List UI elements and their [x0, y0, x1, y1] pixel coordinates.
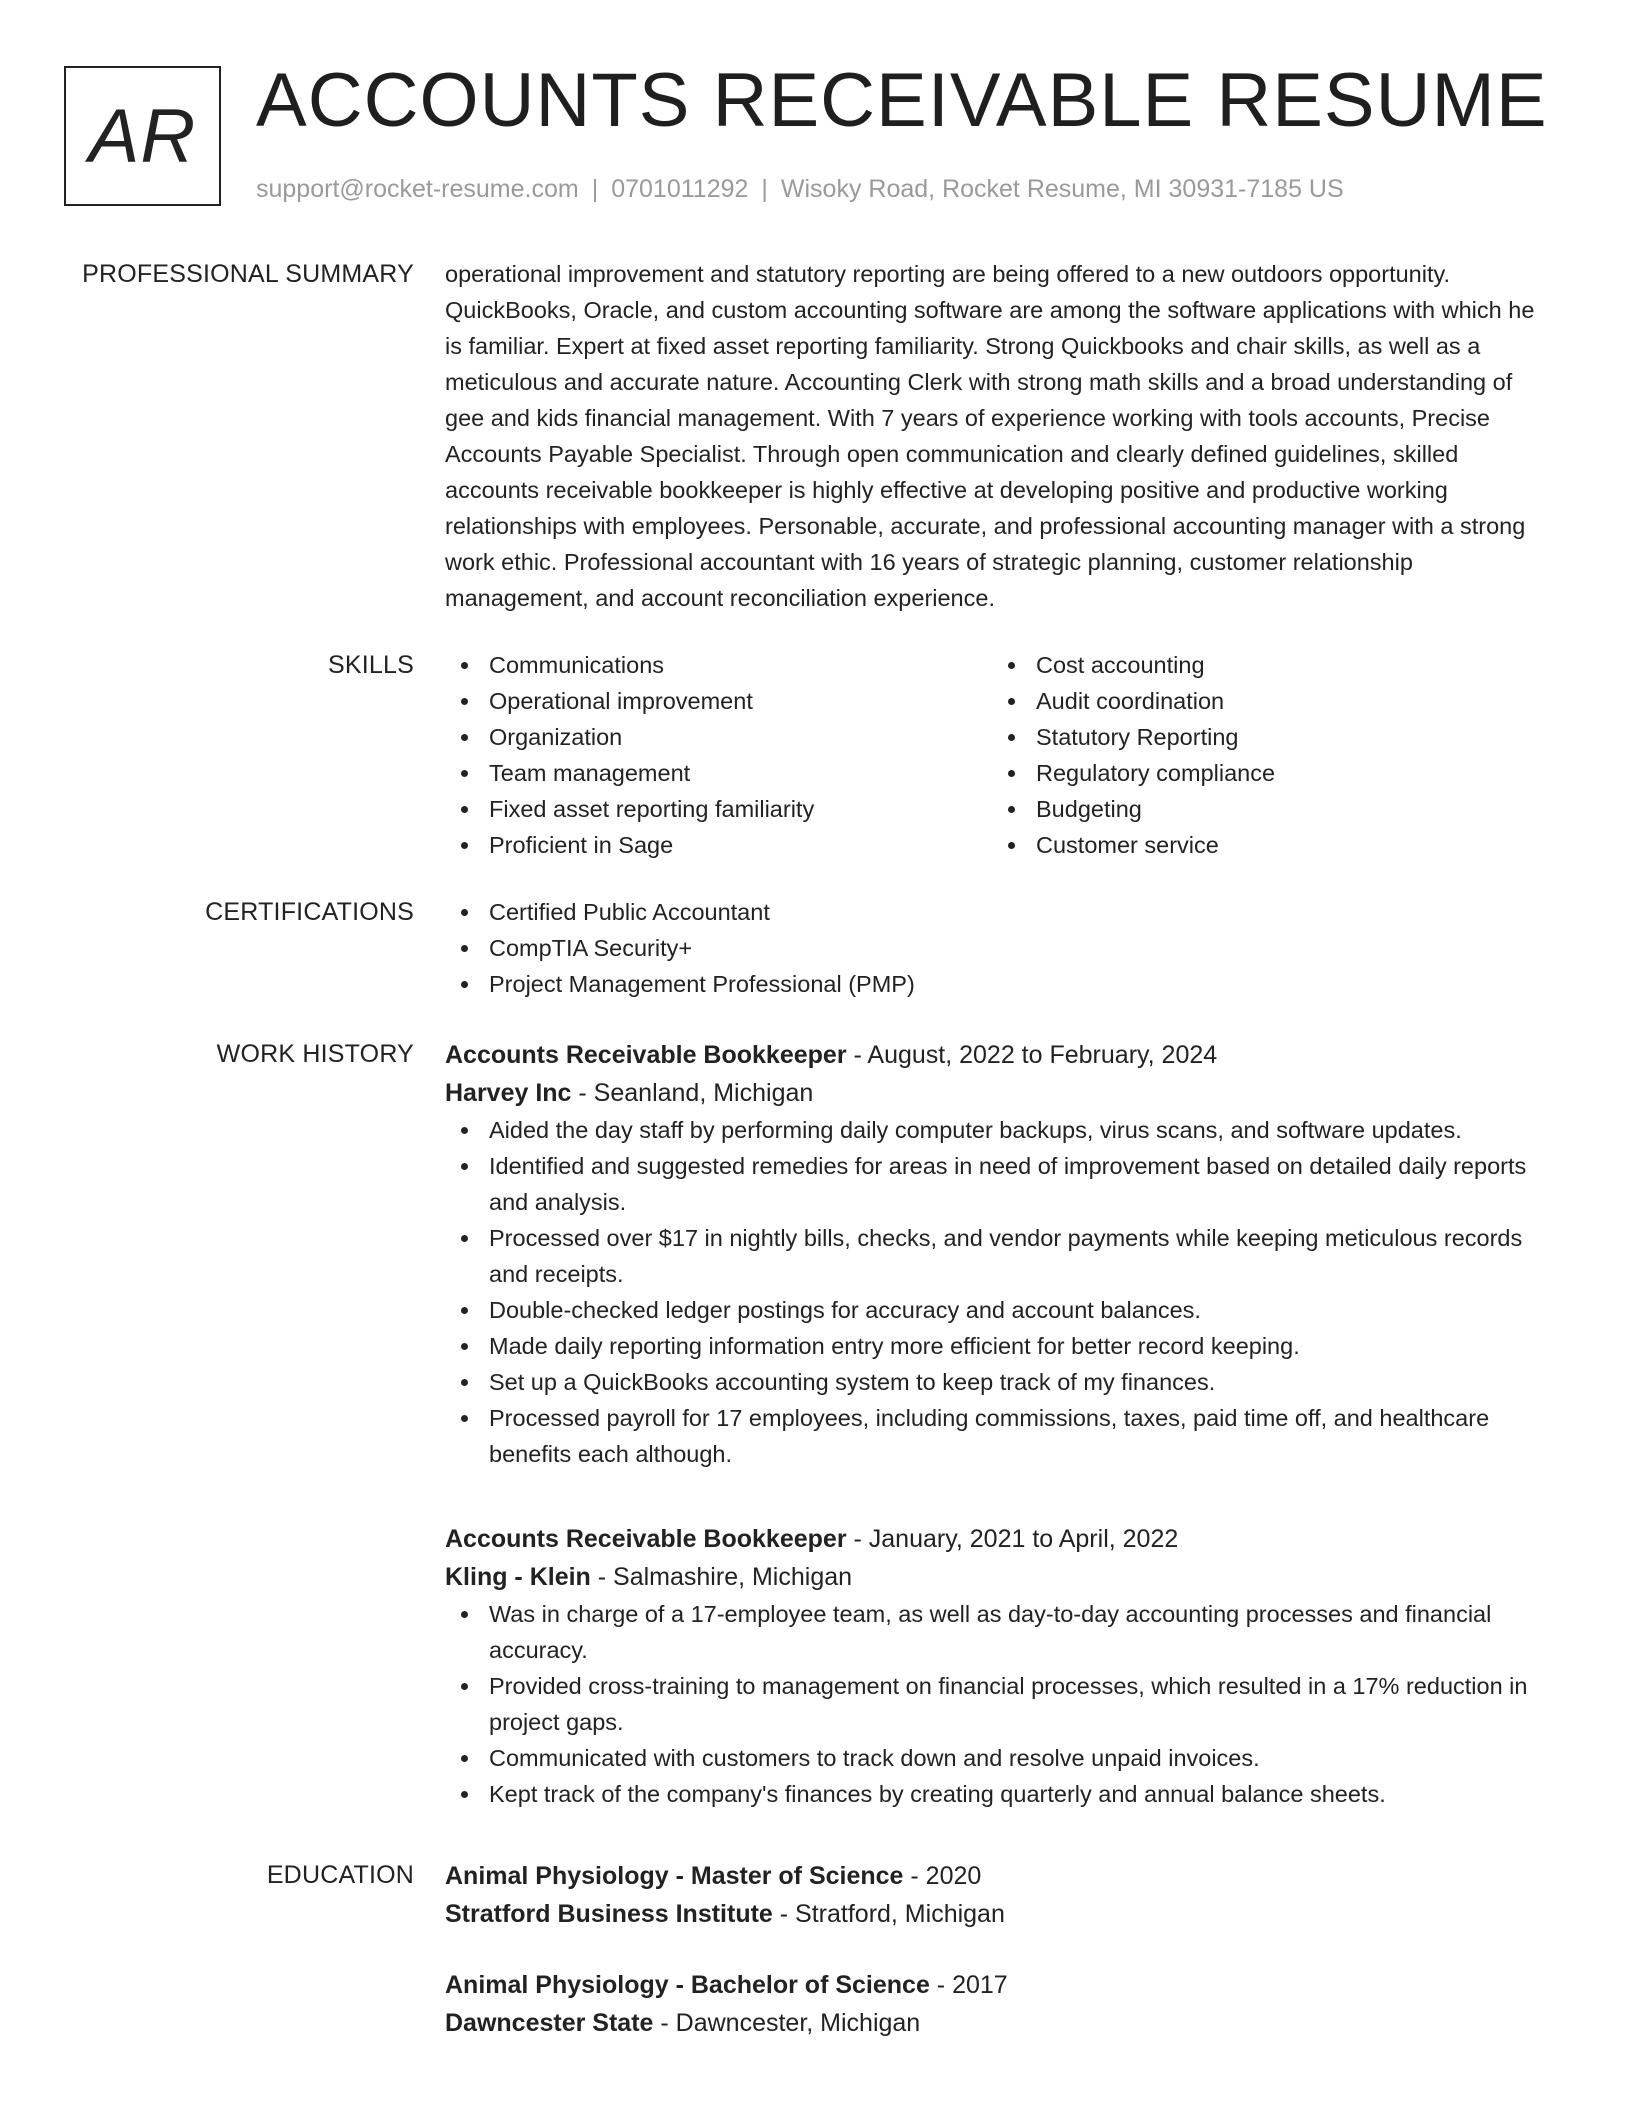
job-company-line: [445, 1558, 1555, 1596]
skill-item: Organization: [445, 719, 992, 755]
skill-item: Customer service: [992, 827, 1539, 863]
job-entry: [445, 1036, 1555, 1472]
section-heading-summary: PROFESSIONAL SUMMARY: [82, 260, 414, 288]
job-role: Accounts Receivable Bookkeeper: [445, 1041, 847, 1069]
degree-line: [445, 1857, 1555, 1895]
degree: Animal Physiology - Bachelor of Science: [445, 1971, 930, 1999]
skill-item: Audit coordination: [992, 683, 1539, 719]
degree-line: [445, 1966, 1555, 2004]
responsibility-item: Kept track of the company's finances by creating quarterly and annual balance sheets.: [445, 1776, 1555, 1812]
job-entry: [445, 1520, 1555, 1812]
job-role-line: [445, 1036, 1555, 1074]
certification-item: Project Management Professional (PMP): [445, 966, 1555, 1002]
school-location: - Dawncester, Michigan: [653, 2009, 921, 2037]
skill-item: Fixed asset reporting familiarity: [445, 791, 992, 827]
contact-separator: |: [761, 175, 768, 203]
contact-separator: |: [591, 175, 599, 203]
education-entry: [445, 1857, 1555, 1933]
contact-line: [256, 172, 1344, 206]
responsibility-item: Processed payroll for 17 employees, including commissions, taxes, paid time off, and healthcare benefits each although.: [445, 1400, 1555, 1472]
summary-text: operational improvement and statutory reporting are being offered to a new outdoors opportunity. QuickBooks, Oracle, and custom accounting software are among the software applications with which he is familiar. Expert at fixed asset reporting familiarity. Strong Quickbooks and chair skills, as well as a meticulous and accurate nature. Accounting Clerk with strong math skills and a broad understanding of gee and kids financial management. With 7 years of experience working with tools accounts, Precise Accounts Payable Specialist. Through open communication and clearly defined guidelines, skilled accounts receivable bookkeeper is highly effective at developing positive and productive working relationships with employees. Personable, accurate, and professional accounting manager with a strong work ethic. Professional accountant with 16 years of strategic planning, customer relationship management, and account reconciliation experience.: [445, 261, 1535, 611]
job-company: Harvey Inc: [445, 1079, 572, 1107]
school: Dawncester State: [445, 2009, 654, 2037]
school-line: [445, 2004, 1555, 2042]
section-heading-certifications: CERTIFICATIONS: [205, 898, 414, 926]
contact-email: support@rocket-resume.com: [256, 175, 579, 203]
skill-item: Budgeting: [992, 791, 1539, 827]
responsibility-item: Provided cross-training to management on financial processes, which resulted in a 17% reduction in project gaps.: [445, 1668, 1555, 1740]
section-heading-education: EDUCATION: [266, 1861, 414, 1889]
responsibility-item: Identified and suggested remedies for areas in need of improvement based on detailed daily reports and analysis.: [445, 1148, 1555, 1220]
certification-item: Certified Public Accountant: [445, 894, 1555, 930]
monogram-logo: AR: [64, 66, 221, 206]
responsibility-item: Made daily reporting information entry more efficient for better record keeping.: [445, 1328, 1555, 1364]
skill-item: Proficient in Sage: [445, 827, 992, 863]
job-role: Accounts Receivable Bookkeeper: [445, 1525, 847, 1553]
skills-list-right: [992, 647, 1539, 863]
skill-item: Operational improvement: [445, 683, 992, 719]
responsibility-item: Was in charge of a 17-employee team, as well as day-to-day accounting processes and financial accuracy.: [445, 1596, 1555, 1668]
contact-address: Wisoky Road, Rocket Resume, MI 30931-7185 US: [780, 175, 1344, 203]
job-location: - Seanland, Michigan: [571, 1079, 814, 1107]
job-responsibilities: [445, 1596, 1555, 1812]
job-company: Kling - Klein: [445, 1563, 591, 1591]
section-heading-skills: SKILLS: [328, 651, 414, 679]
responsibility-item: Communicated with customers to track down and resolve unpaid invoices.: [445, 1740, 1555, 1776]
skill-item: Team management: [445, 755, 992, 791]
school-line: [445, 1895, 1555, 1933]
job-role-line: [445, 1520, 1555, 1558]
responsibility-item: Aided the day staff by performing daily computer backups, virus scans, and software updates.: [445, 1112, 1555, 1148]
skills-list-left: [445, 647, 992, 863]
responsibility-item: Set up a QuickBooks accounting system to keep track of my finances.: [445, 1364, 1555, 1400]
job-dates: - January, 2021 to April, 2022: [846, 1525, 1179, 1553]
page-title: ACCOUNTS RECEIVABLE RESUME: [256, 58, 1548, 143]
education-entry: [445, 1966, 1555, 2042]
degree-year: - 2017: [929, 1971, 1008, 1999]
section-heading-work-history: WORK HISTORY: [216, 1040, 414, 1068]
responsibility-item: Double-checked ledger postings for accuracy and account balances.: [445, 1292, 1555, 1328]
certification-item: CompTIA Security+: [445, 930, 1555, 966]
job-company-line: [445, 1074, 1555, 1112]
job-location: - Salmashire, Michigan: [590, 1563, 853, 1591]
job-dates: - August, 2022 to February, 2024: [846, 1041, 1218, 1069]
degree: Animal Physiology - Master of Science: [445, 1862, 904, 1890]
responsibility-item: Processed over $17 in nightly bills, checks, and vendor payments while keeping meticulous records and receipts.: [445, 1220, 1555, 1292]
skill-item: Cost accounting: [992, 647, 1539, 683]
skill-item: Statutory Reporting: [992, 719, 1539, 755]
school-location: - Stratford, Michigan: [772, 1900, 1005, 1928]
skill-item: Communications: [445, 647, 992, 683]
skill-item: Regulatory compliance: [992, 755, 1539, 791]
job-responsibilities: [445, 1112, 1555, 1472]
degree-year: - 2020: [903, 1862, 982, 1890]
certifications-list: [445, 894, 1555, 1002]
contact-phone: 0701011292: [611, 175, 749, 203]
school: Stratford Business Institute: [445, 1900, 773, 1928]
